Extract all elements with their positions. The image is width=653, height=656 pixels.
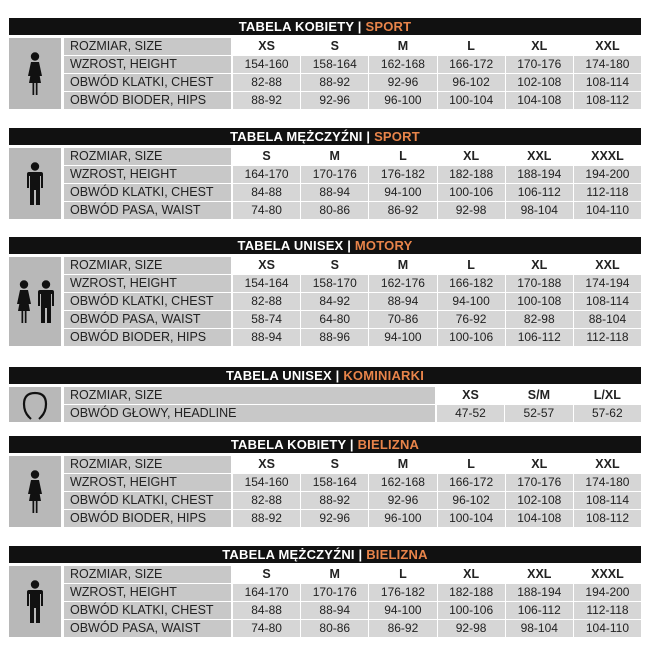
table-cell: 106-112 — [506, 184, 573, 201]
size-header-cell: XL — [438, 148, 505, 165]
table-header-row — [64, 148, 641, 165]
table-title — [9, 546, 641, 563]
couple-icon — [12, 280, 58, 324]
size-header-cell: S — [301, 456, 368, 473]
table-cell: 158-164 — [301, 474, 368, 491]
table-cell: 74-80 — [233, 202, 300, 219]
table-row — [64, 602, 641, 619]
table-cell: 174-180 — [574, 474, 641, 491]
table-cell: 100-106 — [438, 329, 505, 346]
table-cell: 96-102 — [438, 74, 505, 91]
table-row — [64, 584, 641, 601]
row-label: WZROST, HEIGHT — [64, 166, 231, 183]
row-label: ROZMIAR, SIZE — [64, 387, 435, 404]
size-header-cell: L — [438, 456, 505, 473]
table-title-main: TABELA MĘŻCZYŹNI — [230, 129, 363, 144]
icon-cell — [9, 257, 61, 346]
table-cell: 188-194 — [506, 166, 573, 183]
table-cell: 88-92 — [233, 510, 300, 527]
size-header-cell: XL — [506, 38, 573, 55]
head-icon — [21, 390, 49, 420]
size-header-cell: XL — [438, 566, 505, 583]
table-rows — [64, 387, 641, 422]
table-row — [64, 293, 641, 310]
size-header-cell: XS — [233, 456, 300, 473]
table-row — [64, 620, 641, 637]
size-table — [9, 237, 641, 347]
size-header-cell: XXL — [574, 456, 641, 473]
title-separator: | — [362, 129, 375, 144]
table-cell: 174-194 — [574, 275, 641, 292]
table-cell: 100-108 — [506, 293, 573, 310]
table-title — [9, 436, 641, 453]
size-table — [9, 367, 641, 423]
table-cell: 166-182 — [438, 275, 505, 292]
row-label: OBWÓD PASA, WAIST — [64, 202, 231, 219]
table-cell: 100-104 — [438, 510, 505, 527]
table-cell: 100-106 — [438, 602, 505, 619]
table-cell: 158-170 — [301, 275, 368, 292]
size-header-cell: M — [301, 566, 368, 583]
table-cell: 96-100 — [369, 92, 436, 109]
size-header-cell: M — [301, 148, 368, 165]
table-cell: 92-96 — [369, 74, 436, 91]
table-cell: 194-200 — [574, 166, 641, 183]
table-rows — [64, 148, 641, 219]
table-title-main: TABELA UNISEX — [237, 238, 344, 253]
table-cell: 80-86 — [301, 202, 368, 219]
title-separator: | — [346, 437, 358, 452]
row-label: OBWÓD KLATKI, CHEST — [64, 74, 231, 91]
table-cell: 108-112 — [574, 510, 641, 527]
table-title-main: TABELA KOBIETY — [238, 19, 354, 34]
table-body — [9, 148, 641, 219]
title-separator: | — [353, 19, 366, 34]
row-label: WZROST, HEIGHT — [64, 275, 231, 292]
title-separator: | — [343, 238, 355, 253]
table-cell: 194-200 — [574, 584, 641, 601]
table-cell: 58-74 — [233, 311, 300, 328]
table-cell: 70-86 — [369, 311, 436, 328]
icon-cell — [9, 148, 61, 219]
table-cell: 106-112 — [506, 602, 573, 619]
table-row — [64, 202, 641, 219]
woman-icon — [24, 52, 46, 96]
size-header-cell: XS — [233, 38, 300, 55]
table-cell: 96-102 — [438, 492, 505, 509]
title-separator: | — [354, 547, 367, 562]
table-cell: 92-98 — [438, 620, 505, 637]
table-body — [9, 38, 641, 109]
size-header-cell: S — [301, 38, 368, 55]
table-cell: 170-176 — [506, 56, 573, 73]
size-header-cell: L — [438, 257, 505, 274]
table-cell: 102-108 — [506, 492, 573, 509]
table-cell: 108-114 — [574, 293, 641, 310]
size-header-cell: L/XL — [574, 387, 641, 404]
table-rows — [64, 566, 641, 637]
table-cell: 88-94 — [233, 329, 300, 346]
table-title-category: KOMINIARKI — [343, 368, 425, 383]
size-header-cell: S — [233, 148, 300, 165]
table-row — [64, 92, 641, 109]
size-header-cell: S — [233, 566, 300, 583]
table-row — [64, 510, 641, 527]
table-body — [9, 566, 641, 637]
table-cell: 74-80 — [233, 620, 300, 637]
table-title-category: SPORT — [374, 129, 420, 144]
size-header-cell: XL — [506, 257, 573, 274]
table-cell: 92-96 — [301, 510, 368, 527]
table-title-category: SPORT — [365, 19, 412, 34]
size-header-cell: S/M — [505, 387, 572, 404]
woman-icon — [24, 470, 46, 514]
size-header-cell: XXXL — [574, 566, 641, 583]
row-label: OBWÓD PASA, WAIST — [64, 311, 231, 328]
icon-cell — [9, 456, 61, 527]
size-header-cell: XXL — [506, 148, 573, 165]
table-cell: 64-80 — [301, 311, 368, 328]
table-header-row — [64, 566, 641, 583]
icon-cell — [9, 38, 61, 109]
row-label: OBWÓD KLATKI, CHEST — [64, 492, 231, 509]
table-cell: 182-188 — [438, 584, 505, 601]
row-label: OBWÓD BIODER, HIPS — [64, 510, 231, 527]
table-cell: 96-100 — [369, 510, 436, 527]
table-header-row — [64, 38, 641, 55]
table-cell: 98-104 — [506, 202, 573, 219]
table-rows — [64, 38, 641, 109]
table-cell: 84-88 — [233, 184, 300, 201]
table-title-category: BIELIZNA — [366, 547, 428, 562]
table-cell: 188-194 — [506, 584, 573, 601]
row-label: OBWÓD KLATKI, CHEST — [64, 602, 231, 619]
size-table — [9, 18, 641, 110]
row-label: OBWÓD BIODER, HIPS — [64, 92, 231, 109]
table-cell: 104-110 — [574, 620, 641, 637]
table-cell: 88-94 — [369, 293, 436, 310]
icon-cell — [9, 566, 61, 637]
table-cell: 112-118 — [574, 329, 641, 346]
table-title-main: TABELA MĘŻCZYŹNI — [222, 547, 355, 562]
table-title-category: BIELIZNA — [357, 437, 420, 452]
table-cell: 174-180 — [574, 56, 641, 73]
size-header-cell: XS — [233, 257, 300, 274]
table-cell: 92-96 — [301, 92, 368, 109]
table-cell: 80-86 — [301, 620, 368, 637]
table-cell: 94-100 — [438, 293, 505, 310]
table-cell: 162-176 — [369, 275, 436, 292]
row-label: OBWÓD BIODER, HIPS — [64, 329, 231, 346]
table-cell: 88-104 — [574, 311, 641, 328]
table-cell: 170-176 — [506, 474, 573, 491]
table-cell: 108-114 — [574, 74, 641, 91]
table-title-main: TABELA KOBIETY — [230, 437, 347, 452]
row-label: WZROST, HEIGHT — [64, 474, 231, 491]
table-cell: 86-92 — [369, 620, 436, 637]
size-table — [9, 546, 641, 638]
table-cell: 166-172 — [438, 474, 505, 491]
table-cell: 100-106 — [438, 184, 505, 201]
table-cell: 94-100 — [369, 184, 436, 201]
table-cell: 162-168 — [369, 56, 436, 73]
size-header-cell: M — [369, 456, 436, 473]
table-cell: 52-57 — [505, 405, 572, 422]
table-row — [64, 492, 641, 509]
size-header-cell: M — [369, 38, 436, 55]
table-cell: 162-168 — [369, 474, 436, 491]
title-separator: | — [331, 368, 344, 383]
table-row — [64, 184, 641, 201]
table-cell: 98-104 — [506, 620, 573, 637]
table-cell: 112-118 — [574, 602, 641, 619]
size-header-cell: L — [438, 38, 505, 55]
table-cell: 182-188 — [438, 166, 505, 183]
table-rows — [64, 456, 641, 527]
row-label: OBWÓD GŁOWY, HEADLINE — [64, 405, 435, 422]
table-title-main: TABELA UNISEX — [225, 368, 332, 383]
size-header-cell: XXXL — [574, 148, 641, 165]
table-body — [9, 257, 641, 346]
size-header-cell: XXL — [574, 38, 641, 55]
row-label: OBWÓD KLATKI, CHEST — [64, 293, 231, 310]
table-row — [64, 329, 641, 346]
table-cell: 82-88 — [233, 492, 300, 509]
table-cell: 88-92 — [233, 92, 300, 109]
table-cell: 94-100 — [369, 602, 436, 619]
table-cell: 170-188 — [506, 275, 573, 292]
table-cell: 84-92 — [301, 293, 368, 310]
table-row — [64, 311, 641, 328]
table-cell: 104-110 — [574, 202, 641, 219]
table-cell: 108-114 — [574, 492, 641, 509]
table-header-row — [64, 387, 641, 404]
table-cell: 84-88 — [233, 602, 300, 619]
table-cell: 82-88 — [233, 293, 300, 310]
table-cell: 88-94 — [301, 602, 368, 619]
table-cell: 154-164 — [233, 275, 300, 292]
table-cell: 106-112 — [506, 329, 573, 346]
row-label: WZROST, HEIGHT — [64, 56, 231, 73]
man-icon — [24, 580, 46, 624]
icon-cell — [9, 387, 61, 422]
table-cell: 82-98 — [506, 311, 573, 328]
table-cell: 170-176 — [301, 166, 368, 183]
table-cell: 102-108 — [506, 74, 573, 91]
table-row — [64, 405, 641, 422]
table-cell: 104-108 — [506, 92, 573, 109]
table-cell: 176-182 — [369, 584, 436, 601]
table-cell: 158-164 — [301, 56, 368, 73]
table-title — [9, 128, 641, 145]
row-label: OBWÓD PASA, WAIST — [64, 620, 231, 637]
table-body — [9, 456, 641, 527]
table-cell: 112-118 — [574, 184, 641, 201]
size-table — [9, 436, 641, 528]
table-cell: 47-52 — [437, 405, 504, 422]
size-header-cell: XS — [437, 387, 504, 404]
row-label: ROZMIAR, SIZE — [64, 566, 231, 583]
table-cell: 88-92 — [301, 74, 368, 91]
table-title — [9, 237, 641, 254]
row-label: ROZMIAR, SIZE — [64, 257, 231, 274]
table-cell: 104-108 — [506, 510, 573, 527]
table-title — [9, 18, 641, 35]
table-cell: 164-170 — [233, 166, 300, 183]
table-header-row — [64, 257, 641, 274]
table-cell: 108-112 — [574, 92, 641, 109]
table-cell: 88-96 — [301, 329, 368, 346]
table-cell: 57-62 — [574, 405, 641, 422]
size-header-cell: S — [301, 257, 368, 274]
table-cell: 166-172 — [438, 56, 505, 73]
row-label: ROZMIAR, SIZE — [64, 148, 231, 165]
row-label: OBWÓD KLATKI, CHEST — [64, 184, 231, 201]
table-rows — [64, 257, 641, 346]
size-header-cell: XXL — [574, 257, 641, 274]
table-cell: 94-100 — [369, 329, 436, 346]
table-cell: 154-160 — [233, 56, 300, 73]
row-label: WZROST, HEIGHT — [64, 584, 231, 601]
table-cell: 86-92 — [369, 202, 436, 219]
table-cell: 154-160 — [233, 474, 300, 491]
table-title-category: MOTORY — [354, 238, 413, 253]
table-cell: 88-94 — [301, 184, 368, 201]
size-header-cell: XXL — [506, 566, 573, 583]
table-title — [9, 367, 641, 384]
table-cell: 176-182 — [369, 166, 436, 183]
table-row — [64, 56, 641, 73]
table-row — [64, 474, 641, 491]
table-cell: 88-92 — [301, 492, 368, 509]
table-cell: 92-96 — [369, 492, 436, 509]
table-row — [64, 74, 641, 91]
table-body — [9, 387, 641, 422]
table-cell: 170-176 — [301, 584, 368, 601]
size-header-cell: M — [369, 257, 436, 274]
size-header-cell: L — [369, 566, 436, 583]
table-row — [64, 166, 641, 183]
table-cell: 92-98 — [438, 202, 505, 219]
size-header-cell: XL — [506, 456, 573, 473]
man-icon — [24, 162, 46, 206]
row-label: ROZMIAR, SIZE — [64, 456, 231, 473]
row-label: ROZMIAR, SIZE — [64, 38, 231, 55]
table-header-row — [64, 456, 641, 473]
table-row — [64, 275, 641, 292]
table-cell: 100-104 — [438, 92, 505, 109]
table-cell: 82-88 — [233, 74, 300, 91]
size-header-cell: L — [369, 148, 436, 165]
table-cell: 76-92 — [438, 311, 505, 328]
size-table — [9, 128, 641, 220]
table-cell: 164-170 — [233, 584, 300, 601]
